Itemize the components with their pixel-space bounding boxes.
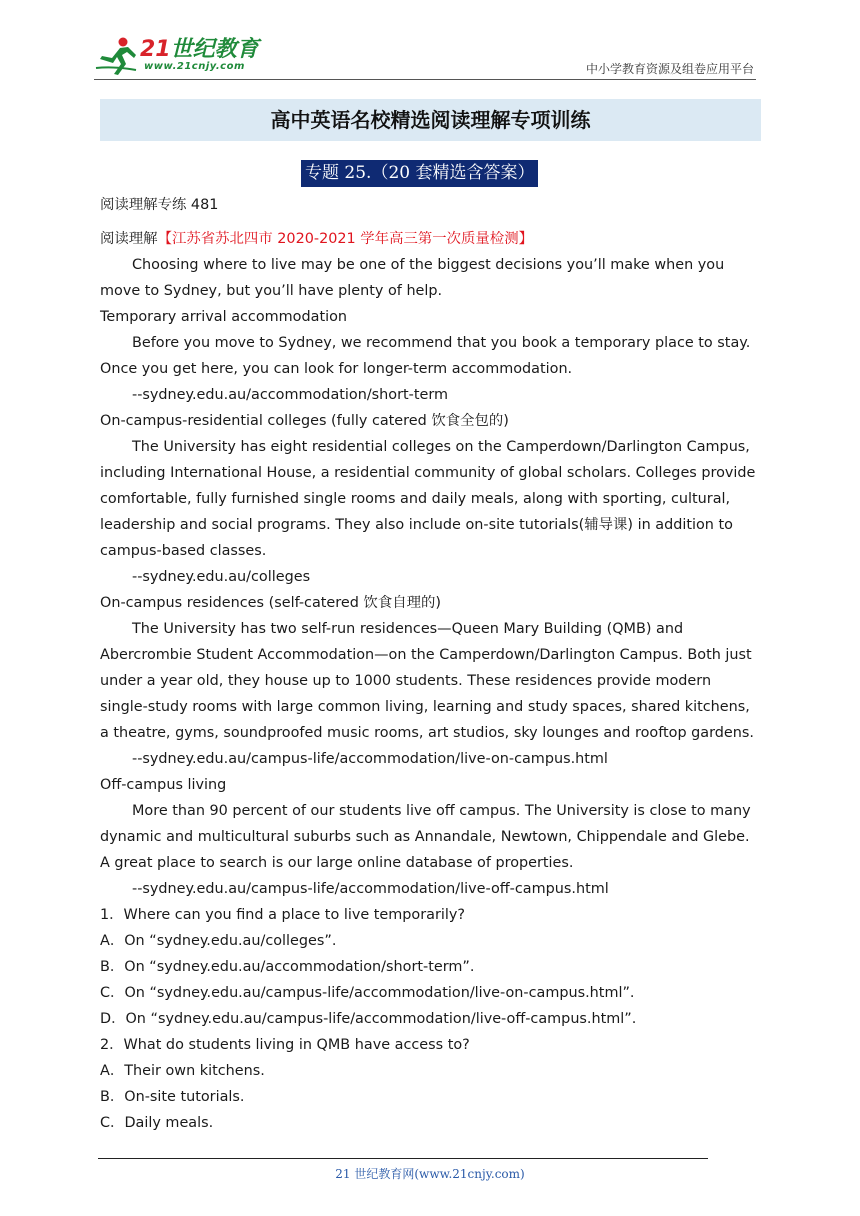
passage-label: 阅读理解 [100, 231, 158, 247]
question-option: A．On “sydney.edu.au/colleges”. [100, 933, 337, 949]
question-option: D．On “sydney.edu.au/campus-life/accommodation/live-off-campus.html”. [100, 1011, 637, 1027]
section-heading: On-campus residences (self-catered 饮食自理的) [100, 595, 442, 611]
paragraph: More than 90 percent of our students live off campus. The University is close to many dynamic and multicultural suburbs such as Annandale, Newtown, Chippendale and Glebe. A great place to search is our large online database of properties. [100, 803, 751, 871]
paragraph: The University has eight residential colleges on the Camperdown/Darlington Campus, including International House, a residential community of global scholars. Colleges provide comfortable, fully furnished single rooms and daily meals, along with sporting, cultural, leadership and social programs. They also include on-site tutorials(辅导课) in addition to campus-based classes. [100, 439, 756, 559]
section-label: 阅读理解专练 481 [100, 197, 219, 213]
paragraph: Choosing where to live may be one of the biggest decisions you’ll make when you move to Sydney, but you’ll have plenty of help. [100, 257, 725, 299]
source-link: --sydney.edu.au/campus-life/accommodation/live-on-campus.html [132, 751, 608, 767]
paragraph: Before you move to Sydney, we recommend that you book a temporary place to stay. Once you get here, you can look for longer-term accommodation. [100, 335, 751, 377]
source-link: --sydney.edu.au/colleges [132, 569, 311, 585]
runner-logo-icon [94, 36, 138, 76]
footer-divider [98, 1158, 708, 1159]
logo-text: 21世纪教育 [140, 37, 259, 62]
question-stem: 2．What do students living in QMB have access to? [100, 1037, 470, 1053]
passage-heading [100, 226, 762, 252]
source-link: --sydney.edu.au/accommodation/short-term [132, 387, 449, 403]
title-bar [100, 99, 761, 141]
section-heading: Temporary arrival accommodation [100, 309, 348, 325]
question-option: A．Their own kitchens. [100, 1063, 265, 1079]
passage-source: 【江苏省苏北四市 2020-2021 学年高三第一次质量检测】 [157, 231, 533, 247]
section-heading: On-campus-residential colleges (fully catered 饮食全包的) [100, 413, 509, 429]
question-option: C．On “sydney.edu.au/campus-life/accommodation/live-on-campus.html”. [100, 985, 635, 1001]
logo-url: www.21cnjy.com [144, 61, 245, 72]
question-option: B．On “sydney.edu.au/accommodation/short-term”. [100, 959, 475, 975]
question-stem: 1．Where can you find a place to live temporarily? [100, 907, 466, 923]
page-footer: 21 世纪教育网(www.21cnjy.com) [335, 1167, 525, 1181]
page-title: 高中英语名校精选阅读理解专项训练 [270, 108, 591, 132]
platform-label: 中小学教育资源及组卷应用平台 [585, 62, 754, 76]
section-heading: Off-campus living [100, 777, 227, 793]
paragraph: The University has two self-run residences—Queen Mary Building (QMB) and Abercrombie Student Accommodation—on the Camperdown/Darlington Campus. Both just under a year old, they house up to 1000 students. These residences provide modern single-study rooms with large common living, learning and study spaces, shared kitchens, a theatre, gyms, soundproofed music rooms, art studios, sky lounges and rooftop gardens. [100, 621, 754, 741]
site-logo [94, 30, 264, 80]
question-option: B．On-site tutorials. [100, 1089, 245, 1105]
topic-subtitle: 专题 25.（20 套精选含答案） [301, 160, 538, 187]
header-divider [94, 79, 756, 80]
document-body [100, 192, 762, 1136]
question-option: C．Daily meals. [100, 1115, 214, 1131]
source-link: --sydney.edu.au/campus-life/accommodation/live-off-campus.html [132, 881, 609, 897]
page-header [0, 0, 860, 90]
